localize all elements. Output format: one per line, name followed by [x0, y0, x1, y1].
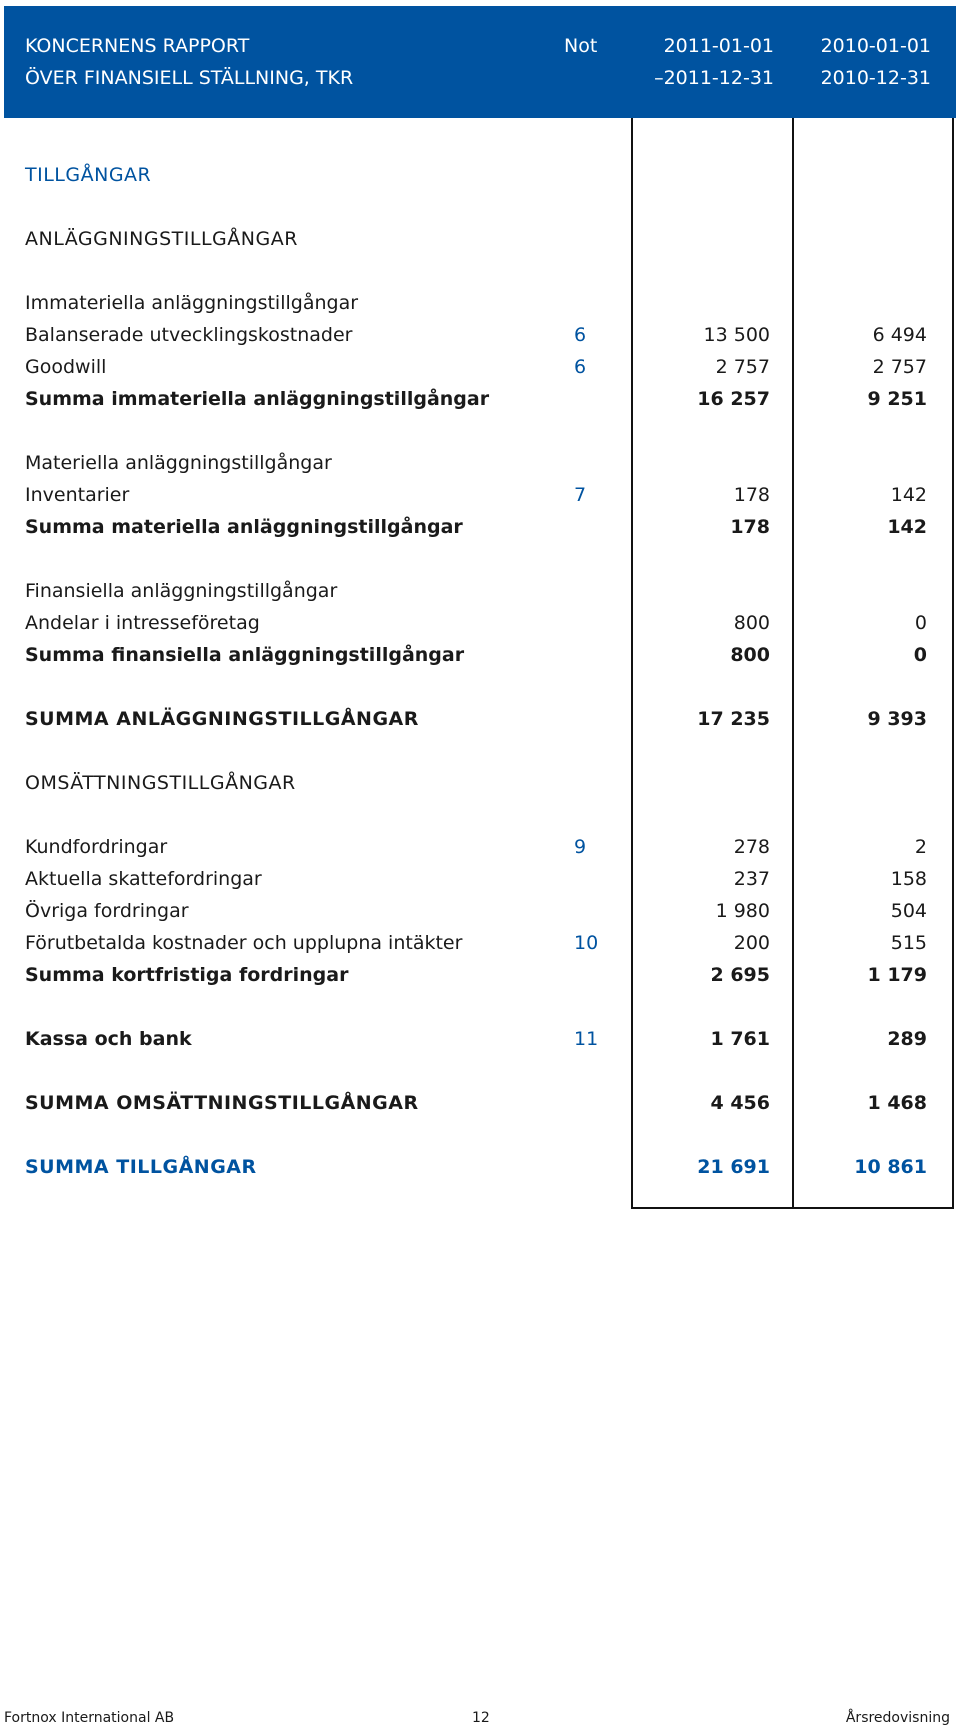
row-label: Inventarier — [25, 484, 130, 506]
row-note: 7 — [574, 484, 587, 506]
row-value-2010: 1 179 — [867, 964, 927, 986]
row-value-2011: 2 757 — [715, 356, 770, 378]
row-label: Materiella anläggningstillgångar — [25, 452, 332, 474]
row-label: Kassa och bank — [25, 1028, 192, 1050]
table-row — [0, 611, 960, 635]
row-value-2011: 800 — [730, 644, 770, 666]
row-value-2010: 0 — [913, 644, 927, 666]
row-value-2010: 9 393 — [867, 708, 927, 730]
row-label: SUMMA TILLGÅNGAR — [25, 1156, 257, 1178]
row-label: Immateriella anläggningstillgångar — [25, 292, 359, 314]
table-row — [0, 387, 960, 411]
table-header — [4, 6, 956, 118]
table-row — [0, 515, 960, 539]
footer-document-name: Årsredovisning — [845, 1710, 950, 1726]
table-row — [0, 1155, 960, 1179]
row-note: 6 — [574, 356, 587, 378]
report-title-line1: KONCERNENS RAPPORT — [25, 35, 250, 57]
row-value-2010: 515 — [890, 932, 927, 954]
row-value-2010: 10 861 — [854, 1156, 927, 1178]
row-value-2011: 200 — [733, 932, 770, 954]
period-2011-start: 2011-01-01 — [663, 35, 774, 57]
note-column-header: Not — [564, 35, 598, 57]
table-row — [0, 643, 960, 667]
row-value-2011: 4 456 — [710, 1092, 770, 1114]
row-value-2011: 237 — [733, 868, 770, 890]
table-row — [0, 867, 960, 891]
row-value-2011: 21 691 — [697, 1156, 770, 1178]
row-note: 11 — [574, 1028, 599, 1050]
row-label: Summa finansiella anläggningstillgångar — [25, 644, 465, 666]
row-value-2011: 13 500 — [703, 324, 770, 346]
row-label: Kundfordringar — [25, 836, 168, 858]
row-label: Summa immateriella anläggningstillgångar — [25, 388, 490, 410]
row-value-2010: 158 — [890, 868, 927, 890]
footer-company: Fortnox International AB — [4, 1710, 175, 1726]
row-value-2010: 6 494 — [872, 324, 927, 346]
page-footer — [0, 1709, 960, 1727]
row-value-2010: 504 — [890, 900, 927, 922]
table-row — [0, 899, 960, 923]
row-value-2010: 9 251 — [867, 388, 927, 410]
table-row — [0, 579, 960, 603]
table-row — [0, 483, 960, 507]
row-value-2010: 1 468 — [867, 1092, 927, 1114]
table-row — [0, 963, 960, 987]
report-title-line2: ÖVER FINANSIELL STÄLLNING, TKR — [25, 67, 354, 89]
row-label: Andelar i intresseföretag — [25, 612, 260, 634]
row-note: 10 — [574, 932, 599, 954]
row-label: OMSÄTTNINGSTILLGÅNGAR — [25, 772, 296, 794]
period-2011-end: –2011-12-31 — [654, 67, 774, 89]
row-value-2011: 178 — [730, 516, 770, 538]
table-row — [0, 227, 960, 251]
row-value-2011: 800 — [733, 612, 770, 634]
row-label: TILLGÅNGAR — [25, 164, 152, 186]
row-value-2011: 178 — [733, 484, 770, 506]
table-row — [0, 291, 960, 315]
table-row — [0, 931, 960, 955]
table-row — [0, 163, 960, 187]
row-label: Finansiella anläggningstillgångar — [25, 580, 338, 602]
row-value-2010: 2 — [914, 836, 927, 858]
period-2010-start: 2010-01-01 — [820, 35, 931, 57]
table-row — [0, 707, 960, 731]
row-value-2010: 0 — [914, 612, 927, 634]
row-value-2011: 16 257 — [697, 388, 770, 410]
row-label: Summa materiella anläggningstillgångar — [25, 516, 463, 538]
row-value-2011: 278 — [733, 836, 770, 858]
row-value-2011: 2 695 — [710, 964, 770, 986]
table-row — [0, 835, 960, 859]
row-value-2010: 142 — [890, 484, 927, 506]
row-label: Goodwill — [25, 356, 107, 378]
table-row — [0, 771, 960, 795]
row-label: Balanserade utvecklingskostnader — [25, 324, 353, 346]
row-label: Förutbetalda kostnader och upplupna intäkter — [25, 932, 463, 954]
table-row — [0, 355, 960, 379]
row-label: Aktuella skattefordringar — [25, 868, 262, 890]
period-2010-end: 2010-12-31 — [820, 67, 931, 89]
column-bottom-border — [631, 1207, 954, 1209]
row-value-2011: 17 235 — [697, 708, 770, 730]
table-row — [0, 323, 960, 347]
row-value-2010: 2 757 — [872, 356, 927, 378]
row-value-2011: 1 980 — [715, 900, 770, 922]
row-label: ANLÄGGNINGSTILLGÅNGAR — [25, 228, 298, 250]
row-value-2011: 1 761 — [710, 1028, 770, 1050]
row-label: Summa kortfristiga fordringar — [25, 964, 349, 986]
table-row — [0, 451, 960, 475]
row-label: SUMMA ANLÄGGNINGSTILLGÅNGAR — [25, 708, 419, 730]
table-row — [0, 1091, 960, 1115]
row-note: 9 — [574, 836, 587, 858]
row-label: SUMMA OMSÄTTNINGSTILLGÅNGAR — [25, 1092, 419, 1114]
row-label: Övriga fordringar — [25, 900, 189, 922]
row-value-2010: 289 — [887, 1028, 927, 1050]
page-number: 12 — [472, 1710, 490, 1726]
row-value-2010: 142 — [887, 516, 927, 538]
row-note: 6 — [574, 324, 587, 346]
table-row — [0, 1027, 960, 1051]
